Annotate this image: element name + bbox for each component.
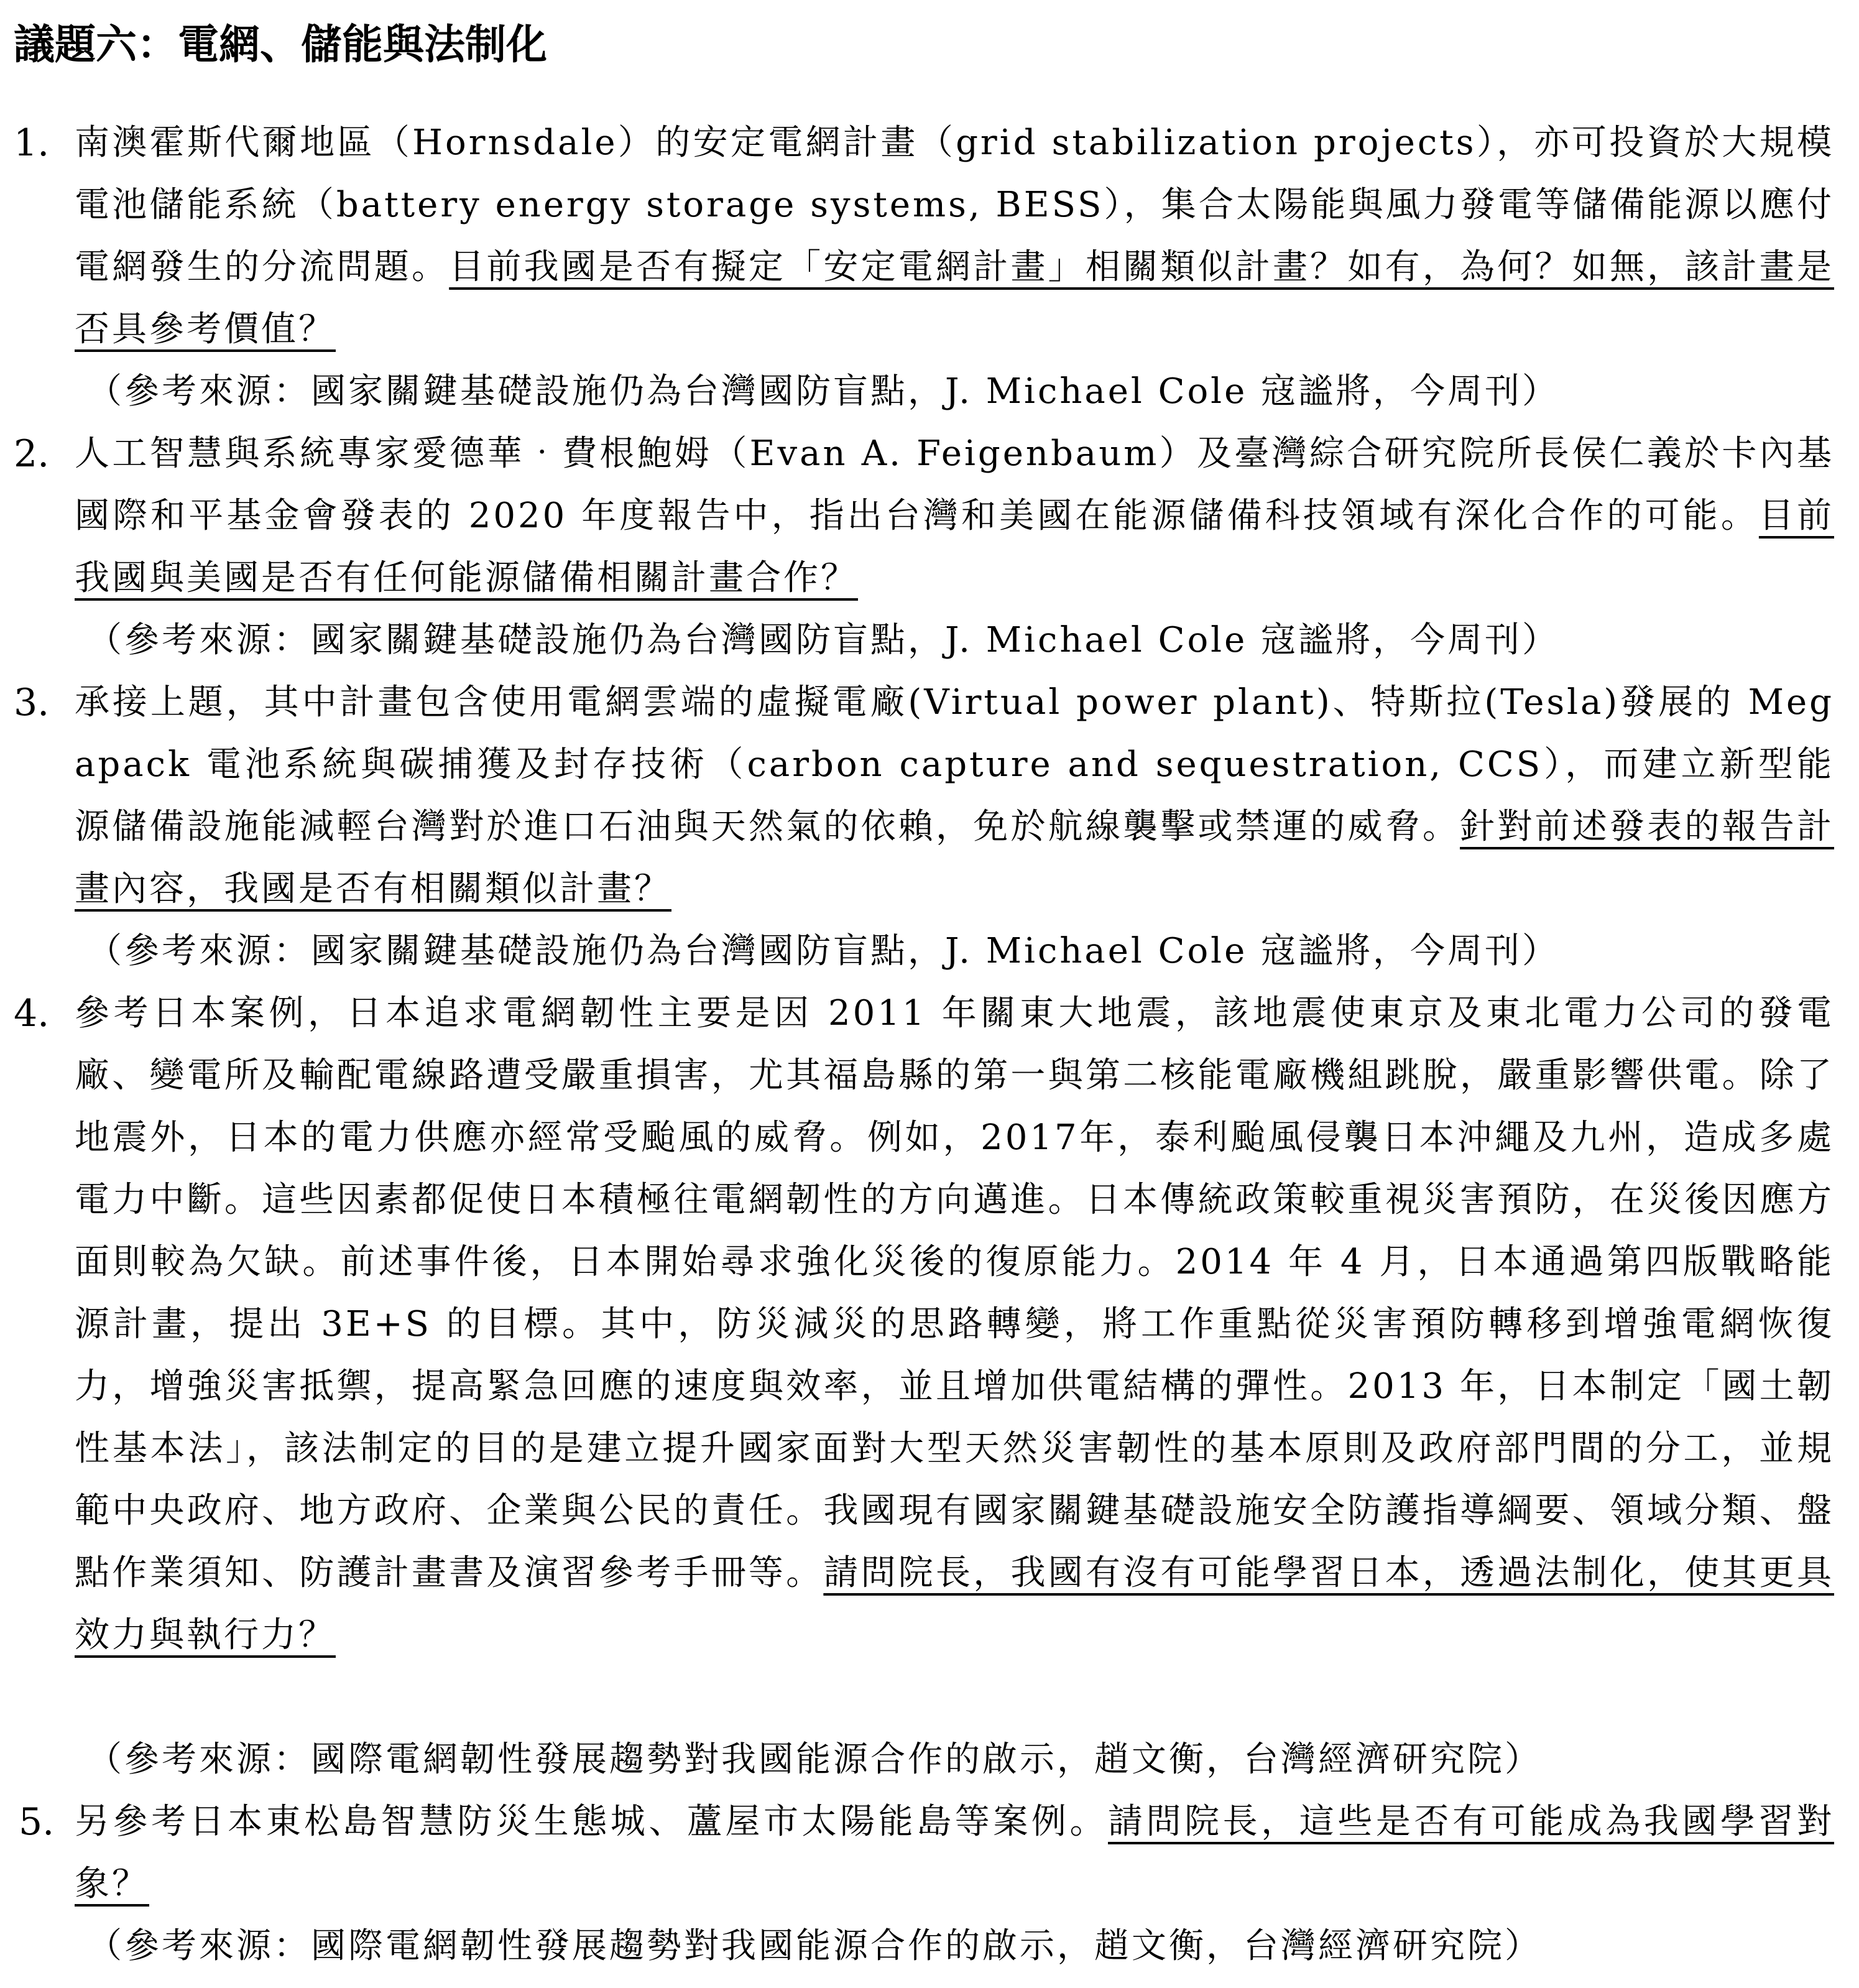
- question-underlined: 針對前述發表的報告計畫內容，我國是否有相關類似計畫？: [75, 807, 1835, 909]
- question-body: [75, 423, 1834, 609]
- question-number: 1.: [14, 121, 50, 165]
- question-background: 人工智慧與系統專家愛德華‧費根鮑姆（Evan A. Feigenbaum）及臺灣綜合研究院所長侯仁義於卡內基國際和平基金會發表的 2020 年度報告中，指出台灣和美國在能源儲備科技領域有深化合作的可能。: [75, 433, 1834, 536]
- question-body: [75, 112, 1834, 361]
- question-number: 5.: [19, 1800, 55, 1844]
- question-body: [75, 672, 1834, 920]
- question-background: 另參考日本東松島智慧防災生態城、蘆屋市太陽能島等案例。: [75, 1801, 1108, 1842]
- question-background: 南澳霍斯代爾地區（Hornsdale）的安定電網計畫（grid stabilization projects），亦可投資於大規模電池儲能系統（battery energy storage systems, BESS），集合太陽能與風力發電等儲備能源以應付電網發生的分流問題。: [75, 123, 1834, 287]
- question-underlined: 目前我國是否有擬定「安定電網計畫」相關類似計畫？如有，為何？如無，該計畫是否具參考價值？: [75, 247, 1835, 349]
- question-number: 2.: [14, 432, 50, 476]
- question-underlined: 請問院長，我國有沒有可能學習日本，透過法制化，使其更具效力與執行力？: [75, 1553, 1835, 1655]
- question-body: [75, 1791, 1834, 1915]
- question-source: （參考來源：國家關鍵基礎設施仍為台灣國防盲點，J. Michael Cole 寇謐將，今周刊）: [87, 620, 1560, 660]
- question-source: （參考來源：國際電網韌性發展趨勢對我國能源合作的啟示，趙文衡，台灣經濟研究院）: [87, 1739, 1542, 1780]
- question-source: （參考來源：國家關鍵基礎設施仍為台灣國防盲點，J. Michael Cole 寇謐將，今周刊）: [87, 931, 1560, 971]
- question-number: 4.: [14, 992, 50, 1035]
- document-heading: 議題六：電網、儲能與法制化: [14, 21, 547, 68]
- question-background: 承接上題，其中計畫包含使用電網雲端的虛擬電廠(Virtual power plant)、特斯拉(Tesla)發展的 Megapack 電池系統與碳捕獲及封存技術（carbon capture and sequestration, CCS），而建立新型能源儲備設施能減輕台灣對於進口石油與天然氣的依賴，免於航線襲擊或禁運的威脅。: [75, 682, 1834, 847]
- question-source: （參考來源：國際電網韌性發展趨勢對我國能源合作的啟示，趙文衡，台灣經濟研究院）: [87, 1926, 1542, 1966]
- question-underlined: 目前我國與美國是否有任何能源儲備相關計畫合作？: [75, 496, 1834, 598]
- question-underlined: 請問院長，這些是否有可能成為我國學習對象？: [75, 1801, 1835, 1904]
- question-number: 3.: [14, 681, 50, 724]
- question-background: 參考日本案例，日本追求電網韌性主要是因 2011 年關東大地震，該地震使東京及東北電力公司的發電廠、變電所及輸配電線路遭受嚴重損害，尤其福島縣的第一與第二核能電廠機組跳脫，嚴重影響供電。除了地震外，日本的電力供應亦經常受颱風的威脅。例如，2017年，泰利颱風侵襲日本沖繩及九州，造成多處電力中斷。這些因素都促使日本積極往電網韌性的方向邁進。日本傳統政策較重視災害預防，在災後因應方面則較為欠缺。前述事件後，日本開始尋求強化災後的復原能力。2014 年 4 月，日本通過第四版戰略能源計畫，提出 3E+S 的目標。其中，防災減災的思路轉變，將工作重點從災害預防轉移到增強電網恢復力，增強災害抵禦，提高緊急回應的速度與效率，並且增加供電結構的彈性。2013 年，日本制定「國土韌性基本法」，該法制定的目的是建立提升國家面對大型天然災害韌性的基本原則及政府部門間的分工，並規範中央政府、地方政府、企業與公民的責任。我國現有國家關鍵基礎設施安全防護指導綱要、領域分類、盤點作業須知、防護計畫書及演習參考手冊等。: [75, 993, 1835, 1593]
- question-body: [75, 982, 1834, 1667]
- question-source: （參考來源：國家關鍵基礎設施仍為台灣國防盲點，J. Michael Cole 寇謐將，今周刊）: [87, 371, 1560, 412]
